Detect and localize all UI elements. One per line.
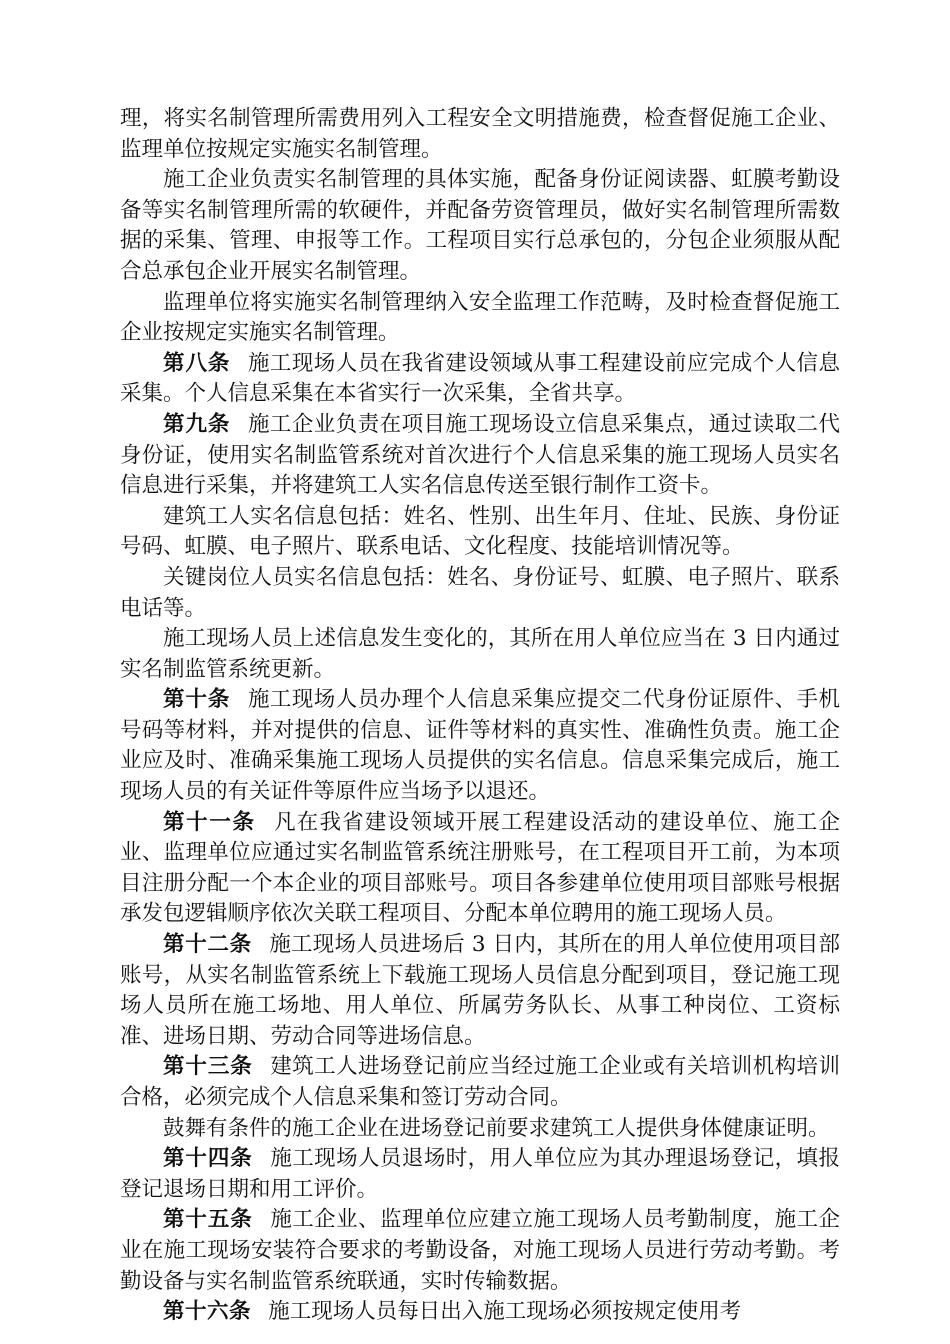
article-heading: 第十四条: [163, 1146, 253, 1172]
article-heading: 第十三条: [163, 1054, 253, 1080]
paragraph-text: 建筑工人实名信息包括：姓名、性别、出生年月、住址、民族、身份证号码、虹膜、电子照片、联系电话、文化程度、技能培训情况等。: [120, 503, 840, 560]
paragraph-text: 关键岗位人员实名信息包括：姓名、身份证号、虹膜、电子照片、联系电话等。: [120, 564, 840, 621]
article-heading: 第十一条: [163, 809, 256, 835]
article-heading: 第十五条: [163, 1207, 253, 1233]
article-heading: 第十六条: [163, 1299, 252, 1325]
paragraph-text: 施工现场人员办理个人信息采集应提交二代身份证原件、手机号码等材料，并对提供的信息、证件等材料的真实性、准确性负责。施工企业应及时、准确采集施工现场人员提供的实名信息。信息采集完成后，施工现场人员的有关证件等原件应当场予以退还。: [120, 687, 840, 805]
article-8: [120, 349, 840, 410]
paragraph: [120, 288, 840, 349]
paragraph: [120, 502, 840, 563]
paragraph-text: 凡在我省建设领域开展工程建设活动的建设单位、施工企业、监理单位应通过实名制监管系统注册账号，在工程项目开工前，为本项目注册分配一个本企业的项目部账号。项目各参建单位使用项目部账号根据承发包逻辑顺序依次关联工程项目、分配本单位聘用的施工现场人员。: [120, 809, 840, 927]
paragraph-text: 施工企业、监理单位应建立施工现场人员考勤制度，施工企业在施工现场安装符合要求的考勤设备，对施工现场人员进行劳动考勤。考勤设备与实名制监管系统联通，实时传输数据。: [120, 1207, 840, 1294]
paragraph: [120, 165, 840, 287]
paragraph-text: 施工现场人员退场时，用人单位应为其办理退场登记，填报登记退场日期和用工评价。: [120, 1146, 840, 1202]
paragraph: [120, 563, 840, 624]
article-12: [120, 930, 840, 1052]
article-16: [120, 1297, 840, 1328]
paragraph-text: 施工现场人员进场后 3 日内，其所在的用人单位使用项目部账号，从实名制监管系统上下载施工现场人员信息分配到项目，登记施工现场人员所在施工场地、用人单位、所属劳务队长、从事工种岗位、工资标准、进场日期、劳动合同等进场信息。: [120, 932, 840, 1049]
paragraph-text: 施工现场人员在我省建设领域从事工程建设前应完成个人信息采集。个人信息采集在本省实行一次采集，全省共享。: [120, 350, 840, 407]
paragraph-text: 施工企业负责在项目施工现场设立信息采集点，通过读取二代身份证，使用实名制监管系统对首次进行个人信息采集的施工现场人员实名信息进行采集，并将建筑工人实名信息传送至银行制作工资卡。: [120, 411, 840, 499]
article-15: [120, 1205, 840, 1297]
paragraph-text: 鼓舞有条件的施工企业在进场登记前要求建筑工人提供身体健康证明。: [163, 1115, 830, 1141]
article-11: [120, 808, 840, 930]
article-14: [120, 1144, 840, 1205]
paragraph-text: 监理单位将实施实名制管理纳入安全监理工作范畴，及时检查督促施工企业按规定实施实名制管理。: [120, 289, 840, 346]
paragraph-text: 理，将实名制管理所需费用列入工程安全文明措施费，检查督促施工企业、监理单位按规定实施实名制管理。: [120, 106, 840, 162]
paragraph: [120, 624, 840, 685]
article-heading: 第十条: [163, 687, 231, 713]
paragraph-text: 施工现场人员上述信息发生变化的，其所在用人单位应当在 3 日内通过实名制监管系统更新。: [120, 626, 840, 682]
article-heading: 第八条: [163, 350, 231, 376]
article-heading: 第九条: [163, 411, 231, 437]
article-10: [120, 685, 840, 807]
article-heading: 第十二条: [163, 932, 252, 958]
paragraph-text: 施工现场人员每日出入施工现场必须按规定使用考: [268, 1299, 742, 1325]
paragraph: [120, 1114, 840, 1145]
paragraph-continuation: [120, 104, 840, 165]
article-9: [120, 410, 840, 502]
paragraph-text: 建筑工人进场登记前应当经过施工企业或有关培训机构培训合格，必须完成个人信息采集和签订劳动合同。: [120, 1054, 840, 1110]
document-page: [120, 104, 840, 1328]
paragraph-text: 施工企业负责实名制管理的具体实施，配备身份证阅读器、虹膜考勤设备等实名制管理所需的软硬件，并配备劳资管理员，做好实名制管理所需数据的采集、管理、申报等工作。工程项目实行总承包的，分包企业须服从配合总承包企业开展实名制管理。: [120, 167, 840, 284]
article-13: [120, 1052, 840, 1113]
